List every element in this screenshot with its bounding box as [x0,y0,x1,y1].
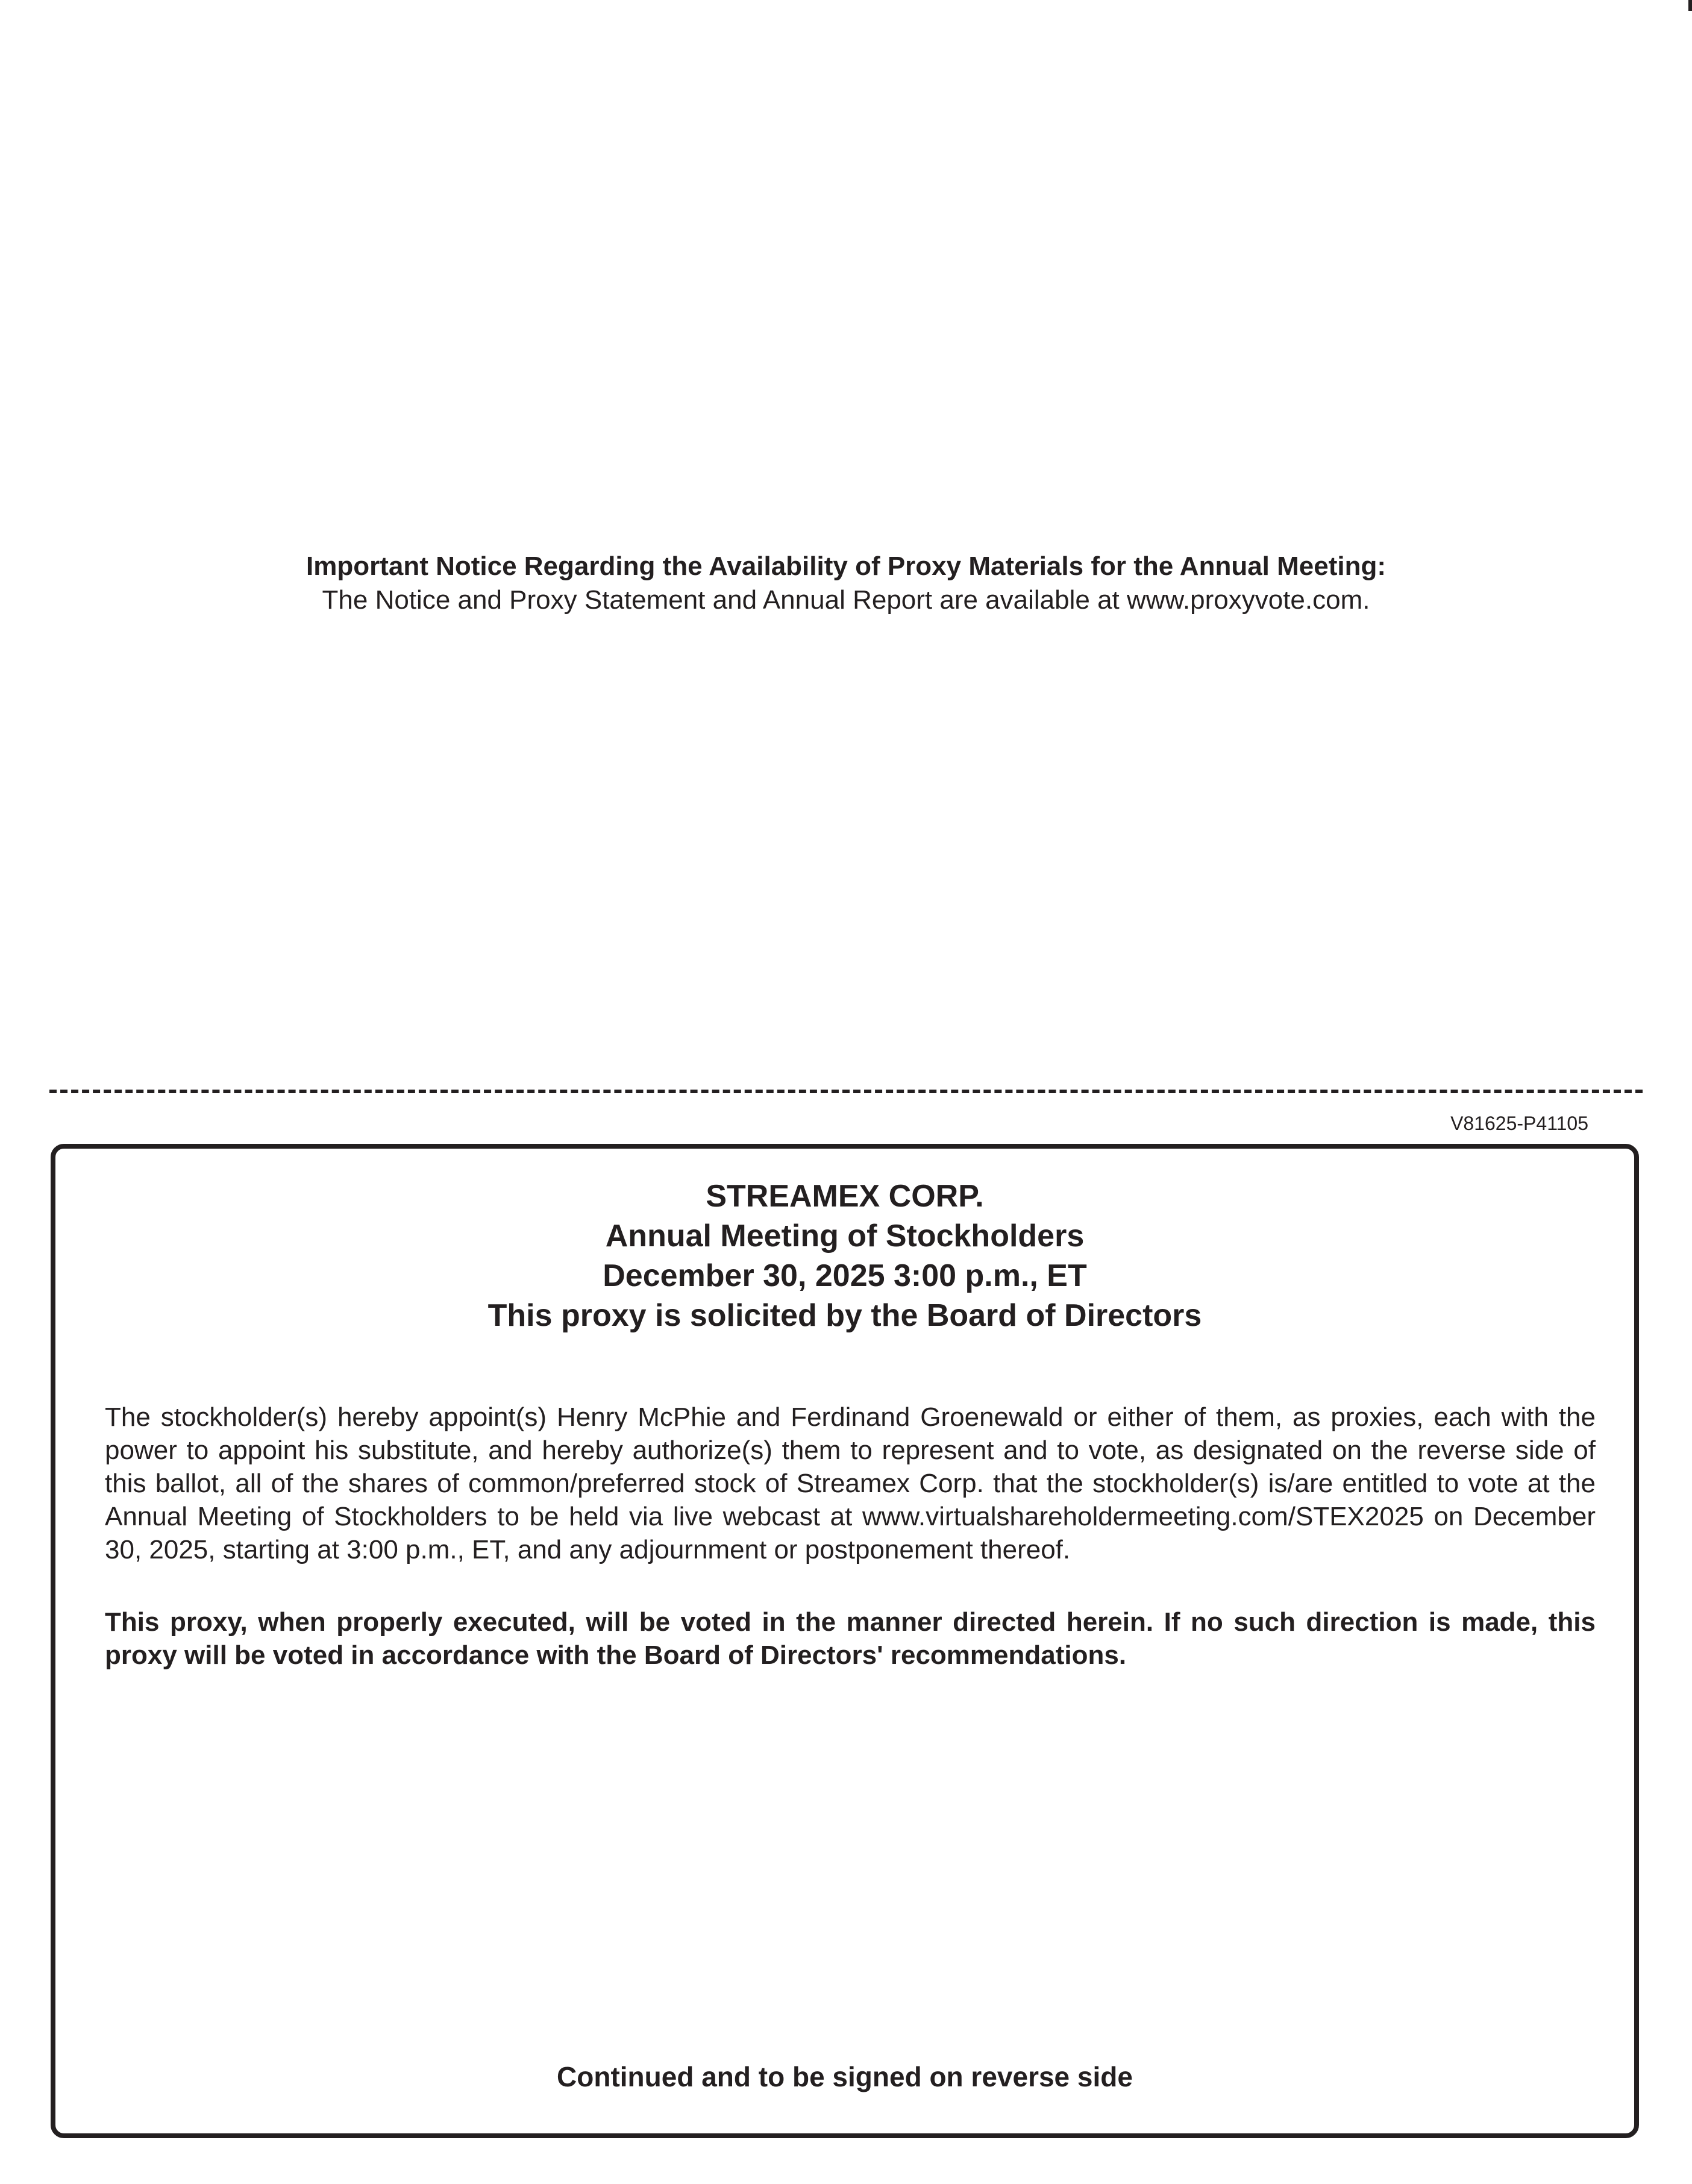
meeting-title: Annual Meeting of Stockholders [605,1219,1085,1254]
meeting-date-time: December 30, 2025 3:00 p.m., ET [603,1258,1087,1293]
voting-direction-paragraph: This proxy, when properly executed, will be voted in the manner directed herein. If no such direction is made, this proxy will be voted in accordance with the Board of Directors' recommendations. [105,1607,1596,1670]
detach-cut-line [49,1090,1643,1093]
proxy-card [51,1144,1639,2138]
solicitation-statement: This proxy is solicited by the Board of Directors [487,1298,1202,1333]
proxy-appointment-paragraph: The stockholder(s) hereby appoint(s) Henry McPhie and Ferdinand Groenewald or either of them, as proxies, each with the power to appoint his substitute, and hereby authorize(s) them to represent and to vote, as designated on the reverse side of this ballot, all of the shares of common/preferred stock of Streamex Corp. that the stockholder(s) is/are entitled to vote at the Annual Meeting of Stockholders to be held via live webcast at www.virtualshareholdermeeting.com/STEX2025 on December 30, 2025, starting at 3:00 p.m., ET, and any adjournment or postponement thereof. [105,1402,1596,1564]
continued-reverse-note: Continued and to be signed on reverse side [557,2061,1133,2092]
registration-mark [1688,0,1692,11]
notice-heading: Important Notice Regarding the Availability of Proxy Materials for the Annual Meeting: [306,551,1386,581]
notice-text: The Notice and Proxy Statement and Annual Report are available at www.proxyvote.com. [322,585,1370,615]
proxy-materials-notice [0,550,1692,617]
job-code: V81625-P41105 [1450,1112,1588,1134]
company-name: STREAMEX CORP. [706,1179,984,1214]
card-header [55,1176,1634,1335]
